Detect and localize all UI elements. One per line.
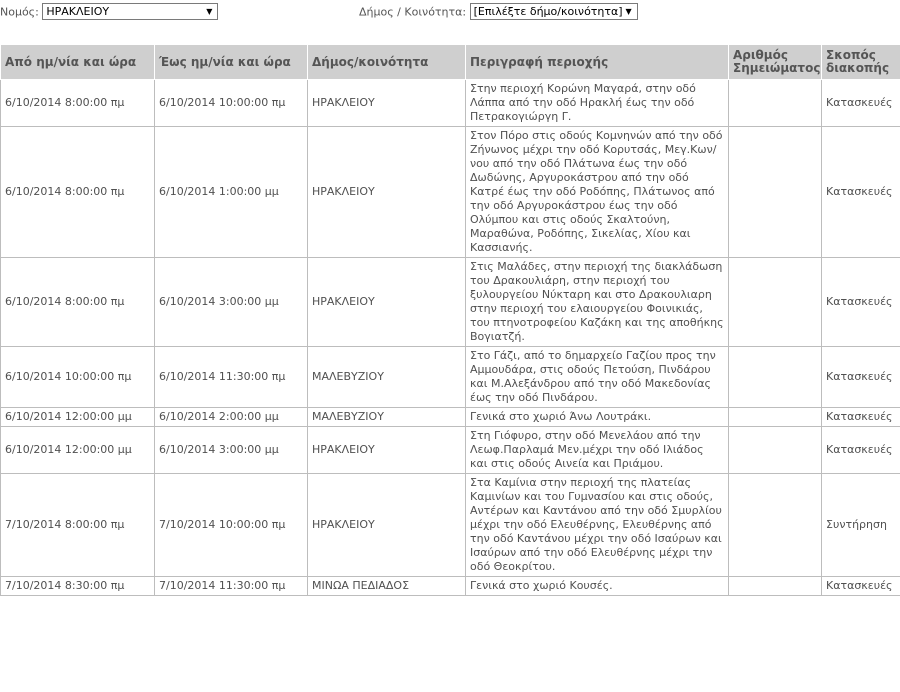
header-purpose: Σκοπός διακοπής — [822, 45, 900, 80]
header-municipality: Δήμος/κοινότητα — [308, 45, 466, 80]
cell-from: 6/10/2014 8:00:00 πμ — [1, 80, 155, 127]
nomos-select-value: ΗΡΑΚΛΕΙΟΥ — [46, 5, 110, 18]
header-to: Έως ημ/νία και ώρα — [155, 45, 308, 80]
cell-purpose: Κατασκευές — [822, 577, 900, 596]
header-description: Περιγραφή περιοχής — [466, 45, 729, 80]
cell-municipality: ΗΡΑΚΛΕΙΟΥ — [308, 80, 466, 127]
cell-to: 7/10/2014 10:00:00 πμ — [155, 474, 308, 577]
cell-municipality: ΗΡΑΚΛΕΙΟΥ — [308, 427, 466, 474]
cell-point — [729, 408, 822, 427]
table-row — [1, 80, 900, 127]
cell-from: 6/10/2014 8:00:00 πμ — [1, 258, 155, 347]
header-point: Αριθμός Σημειώματος — [729, 45, 822, 80]
cell-purpose: Συντήρηση — [822, 474, 900, 577]
table-row — [1, 258, 900, 347]
cell-to: 6/10/2014 10:00:00 πμ — [155, 80, 308, 127]
cell-from: 6/10/2014 12:00:00 μμ — [1, 408, 155, 427]
cell-to: 6/10/2014 1:00:00 μμ — [155, 127, 308, 258]
chevron-down-icon: ▼ — [625, 7, 632, 16]
cell-municipality: ΜΑΛΕΒΥΖΙΟΥ — [308, 347, 466, 408]
cell-point — [729, 258, 822, 347]
dimos-select-value: [Επιλέξτε δήμο/κοινότητα] — [473, 5, 623, 18]
cell-municipality: ΜΑΛΕΒΥΖΙΟΥ — [308, 408, 466, 427]
cell-description: Στο Γάζι, από το δημαρχείο Γαζίου προς την Αμμουδάρα, στις οδούς Πετούση, Πινδάρου και Μ.Αλεξάνδρου από την οδό Μακεδονίας έως την οδό Πινδάρου. — [466, 347, 729, 408]
cell-description: Στον Πόρο στις οδούς Κομνηνών από την οδό Ζήνωνος μέχρι την οδό Κορυτσάς, Μεγ.Κων/νου από την οδό Πλάτωνα έως την οδό Δωδώνης, Αργυροκάστρου από την οδό Κατρέ έως την οδό Ροδόπης, Πλάτωνος από την οδό Αργυροκάστρου έως την οδό Ολύμπου και στις οδούς Σκαλτούνη, Μαραθώνα, Ροδόπης, Σικελίας, Χίου και Κασσιανής. — [466, 127, 729, 258]
cell-purpose: Κατασκευές — [822, 80, 900, 127]
cell-point — [729, 80, 822, 127]
nomos-label: Νομός: — [0, 5, 39, 19]
header-from: Από ημ/νία και ώρα — [1, 45, 155, 80]
cell-point — [729, 427, 822, 474]
table-row — [1, 577, 900, 596]
cell-from: 6/10/2014 12:00:00 μμ — [1, 427, 155, 474]
cell-to: 6/10/2014 2:00:00 μμ — [155, 408, 308, 427]
cell-purpose: Κατασκευές — [822, 427, 900, 474]
table-row — [1, 127, 900, 258]
cell-from: 7/10/2014 8:00:00 πμ — [1, 474, 155, 577]
nomos-filter — [0, 5, 218, 20]
table-header-row — [1, 45, 900, 80]
cell-from: 7/10/2014 8:30:00 πμ — [1, 577, 155, 596]
cell-to: 7/10/2014 11:30:00 πμ — [155, 577, 308, 596]
table-row — [1, 474, 900, 577]
table-row — [1, 408, 900, 427]
cell-to: 6/10/2014 11:30:00 πμ — [155, 347, 308, 408]
chevron-down-icon: ▼ — [206, 7, 213, 16]
cell-purpose: Κατασκευές — [822, 408, 900, 427]
cell-from: 6/10/2014 10:00:00 πμ — [1, 347, 155, 408]
cell-point — [729, 347, 822, 408]
table-row — [1, 427, 900, 474]
cell-municipality: ΗΡΑΚΛΕΙΟΥ — [308, 474, 466, 577]
dimos-filter — [359, 5, 638, 20]
cell-description: Γενικά στο χωριό Άνω Λουτράκι. — [466, 408, 729, 427]
cell-purpose: Κατασκευές — [822, 258, 900, 347]
cell-description: Στα Καμίνια στην περιοχή της πλατείας Καμινίων και του Γυμνασίου και στις οδούς, Αντέρων και Καντάνου από την οδό Σμυρλίου μέχρι την οδό Ελευθέρνης, Ελευθέρνης από την οδό Καντάνου μέχρι την οδό Ισαύρων και Ισαύρων από την οδό Ελευθέρνης μέχρι την οδό Θεοκρίτου. — [466, 474, 729, 577]
cell-point — [729, 127, 822, 258]
cell-description: Στις Μαλάδες, στην περιοχή της διακλάδωση του Δρακουλιάρη, στην περιοχή του ξυλουργείου Νύκταρη και στο Δρακουλιαρη στην περιοχή του ελαιουργείου Φοινικιάς, του πτηνοτροφείου Καζάκη και της αποθήκης Βογιατζή. — [466, 258, 729, 347]
dimos-select[interactable] — [470, 3, 638, 20]
cell-municipality: ΗΡΑΚΛΕΙΟΥ — [308, 258, 466, 347]
cell-point — [729, 577, 822, 596]
nomos-select[interactable] — [42, 3, 218, 20]
cell-purpose: Κατασκευές — [822, 127, 900, 258]
dimos-label: Δήμος / Κοινότητα: — [359, 5, 467, 19]
cell-to: 6/10/2014 3:00:00 μμ — [155, 258, 308, 347]
cell-description: Στην περιοχή Κορώνη Μαγαρά, στην οδό Λάππα από την οδό Ηρακλή έως την οδό Πετρακογιώργη Γ. — [466, 80, 729, 127]
cell-description: Στη Γιόφυρο, στην οδό Μενελάου από την Λεωφ.Παρλαμά Μεν.μέχρι την οδό Ιλιάδος και στις οδούς Αινεία και Πριάμου. — [466, 427, 729, 474]
cell-from: 6/10/2014 8:00:00 πμ — [1, 127, 155, 258]
cell-to: 6/10/2014 3:00:00 μμ — [155, 427, 308, 474]
cell-municipality: ΜΙΝΩΑ ΠΕΔΙΑΔΟΣ — [308, 577, 466, 596]
table-row — [1, 347, 900, 408]
closures-table — [0, 44, 900, 596]
cell-description: Γενικά στο χωριό Κουσές. — [466, 577, 729, 596]
cell-point — [729, 474, 822, 577]
cell-purpose: Κατασκευές — [822, 347, 900, 408]
cell-municipality: ΗΡΑΚΛΕΙΟΥ — [308, 127, 466, 258]
filter-bar — [0, 0, 900, 26]
